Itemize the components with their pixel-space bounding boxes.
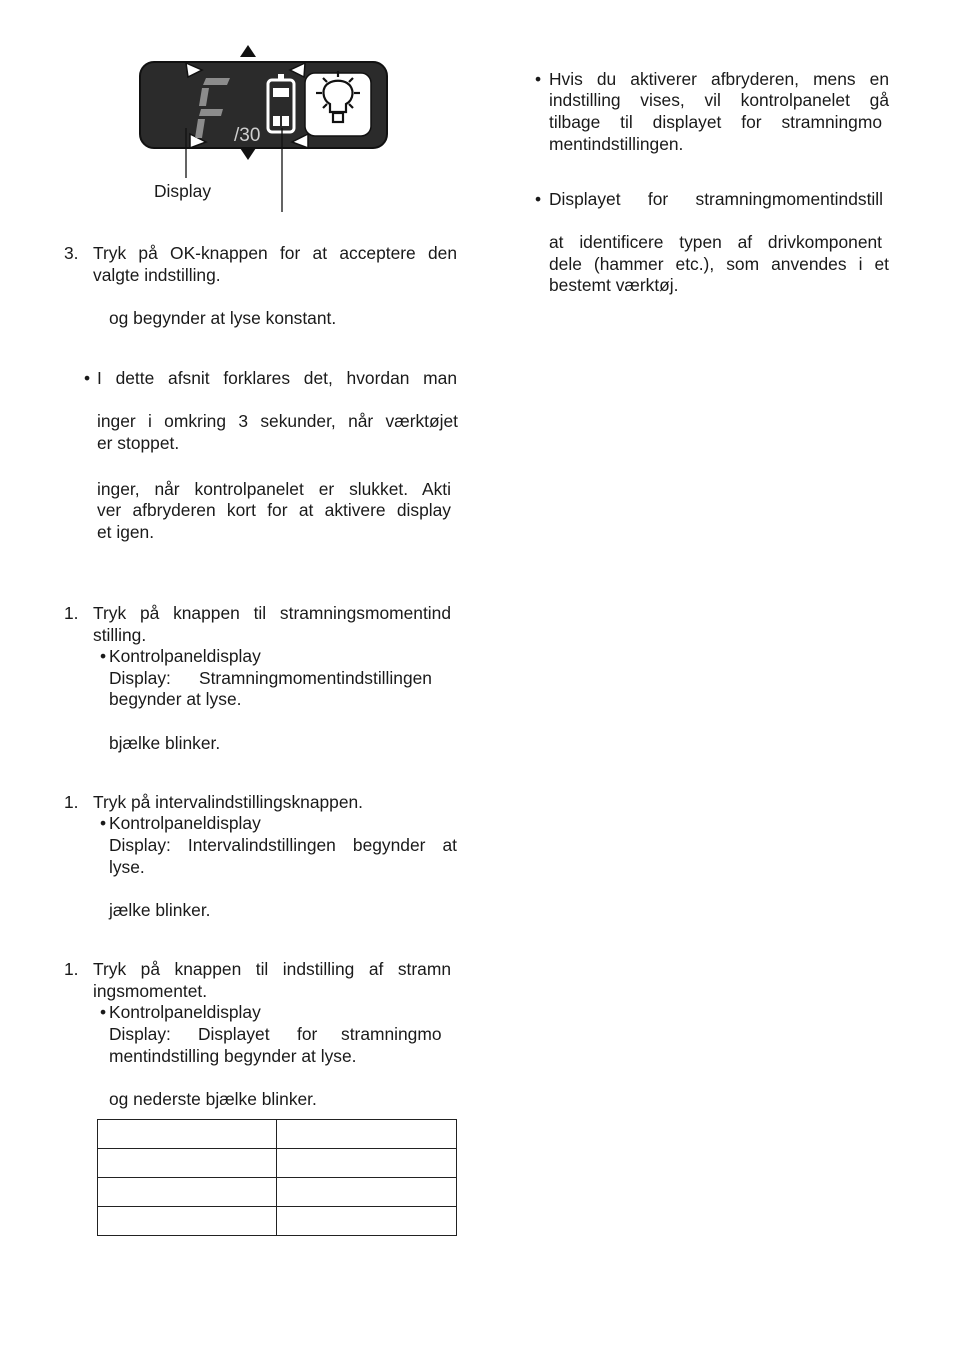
table-cell bbox=[276, 1207, 457, 1236]
bullet-mark: • bbox=[100, 646, 107, 666]
display-text-line: bjælke blinker. bbox=[109, 733, 221, 753]
step-text-line: stilling. bbox=[93, 625, 147, 645]
step-number: 3. bbox=[64, 243, 79, 263]
step-text-line: Tryk på intervalindstillingsknappen. bbox=[93, 792, 364, 812]
note-text-line: indstilling vises, vil kontrolpanelet gå bbox=[549, 90, 889, 110]
note-text-line: inger, når kontrolpanelet er slukket. Akti bbox=[97, 479, 451, 499]
note-text-line: bestemt værktøj. bbox=[549, 275, 679, 295]
table-row bbox=[98, 1207, 457, 1236]
display-text-word: Display: bbox=[109, 1024, 171, 1044]
display-text-line: jælke blinker. bbox=[109, 900, 211, 920]
step-text-line: valgte indstilling. bbox=[93, 265, 221, 285]
note-text-line: ver afbryderen kort for at aktivere display bbox=[97, 500, 451, 520]
note-text-line: mentindstillingen. bbox=[549, 134, 684, 154]
table-row bbox=[98, 1120, 457, 1149]
bullet-mark: • bbox=[100, 1002, 107, 1022]
note-text-line: et igen. bbox=[97, 522, 155, 542]
step-text-line: Tryk på knappen til indstilling af stramn bbox=[93, 959, 451, 979]
triangle-up-icon bbox=[240, 45, 256, 57]
table-cell bbox=[276, 1149, 457, 1178]
bullet-mark: • bbox=[84, 368, 91, 388]
display-text-word: Stramningmomentindstillingen bbox=[199, 668, 432, 688]
display-text-line: mentindstilling begynder at lyse. bbox=[109, 1046, 357, 1066]
figure-display-label: Display bbox=[154, 181, 212, 201]
settings-table bbox=[97, 1119, 457, 1236]
display-text-line: Display: Intervalindstillingen begynder at bbox=[109, 835, 457, 855]
display-text-line: begynder at lyse. bbox=[109, 689, 242, 709]
table-cell bbox=[98, 1120, 277, 1149]
display-text-word: Displayet bbox=[198, 1024, 270, 1044]
display-text-line: og nederste bjælke blinker. bbox=[109, 1089, 317, 1109]
table-cell bbox=[98, 1178, 277, 1207]
display-text-word: Display: bbox=[109, 668, 171, 688]
step-text-line: Tryk på knappen til stramningsmomentind bbox=[93, 603, 451, 623]
note-text-line: er stoppet. bbox=[97, 433, 180, 453]
table-cell bbox=[276, 1178, 457, 1207]
note-text-line: dele (hammer etc.), som anvendes i et bbox=[549, 254, 889, 274]
table-cell bbox=[98, 1207, 277, 1236]
note-text-line: inger i omkring 3 sekunder, når værktøjet bbox=[97, 411, 458, 431]
counter-readout: /30 bbox=[234, 125, 261, 146]
step-text-line: og begynder at lyse konstant. bbox=[109, 308, 337, 328]
step-text-line: Tryk på OK-knappen for at acceptere den bbox=[93, 243, 457, 263]
table-row bbox=[98, 1149, 457, 1178]
step-text-line: ingsmomentet. bbox=[93, 981, 208, 1001]
display-text-line: lyse. bbox=[109, 857, 145, 877]
step-number: 1. bbox=[64, 959, 79, 979]
step-number: 1. bbox=[64, 792, 79, 812]
step-number: 1. bbox=[64, 603, 79, 623]
triangle-down-icon bbox=[240, 148, 256, 160]
note-text-line: tilbage til displayet for stramningmo bbox=[549, 112, 882, 132]
display-text-word: for bbox=[297, 1024, 318, 1044]
bullet-mark: • bbox=[535, 69, 542, 89]
table-row bbox=[98, 1178, 457, 1207]
display-text-word: stramningmo bbox=[341, 1024, 442, 1044]
note-text-line: Displayet for stramningmomentindstill bbox=[549, 189, 883, 209]
light-button bbox=[305, 73, 371, 136]
table-cell bbox=[276, 1120, 457, 1149]
note-text-line: I dette afsnit forklares det, hvordan man bbox=[97, 368, 457, 388]
note-text-line: at identificere typen af drivkomponent bbox=[549, 232, 882, 252]
note-text-line: Hvis du aktiverer afbryderen, mens en bbox=[549, 69, 889, 89]
sub-bullet-label: Kontrolpaneldisplay bbox=[109, 646, 261, 666]
table-cell bbox=[98, 1149, 277, 1178]
bullet-mark: • bbox=[535, 189, 542, 209]
sub-bullet-label: Kontrolpaneldisplay bbox=[109, 813, 261, 833]
sub-bullet-label: Kontrolpaneldisplay bbox=[109, 1002, 261, 1022]
bullet-mark: • bbox=[100, 813, 107, 833]
